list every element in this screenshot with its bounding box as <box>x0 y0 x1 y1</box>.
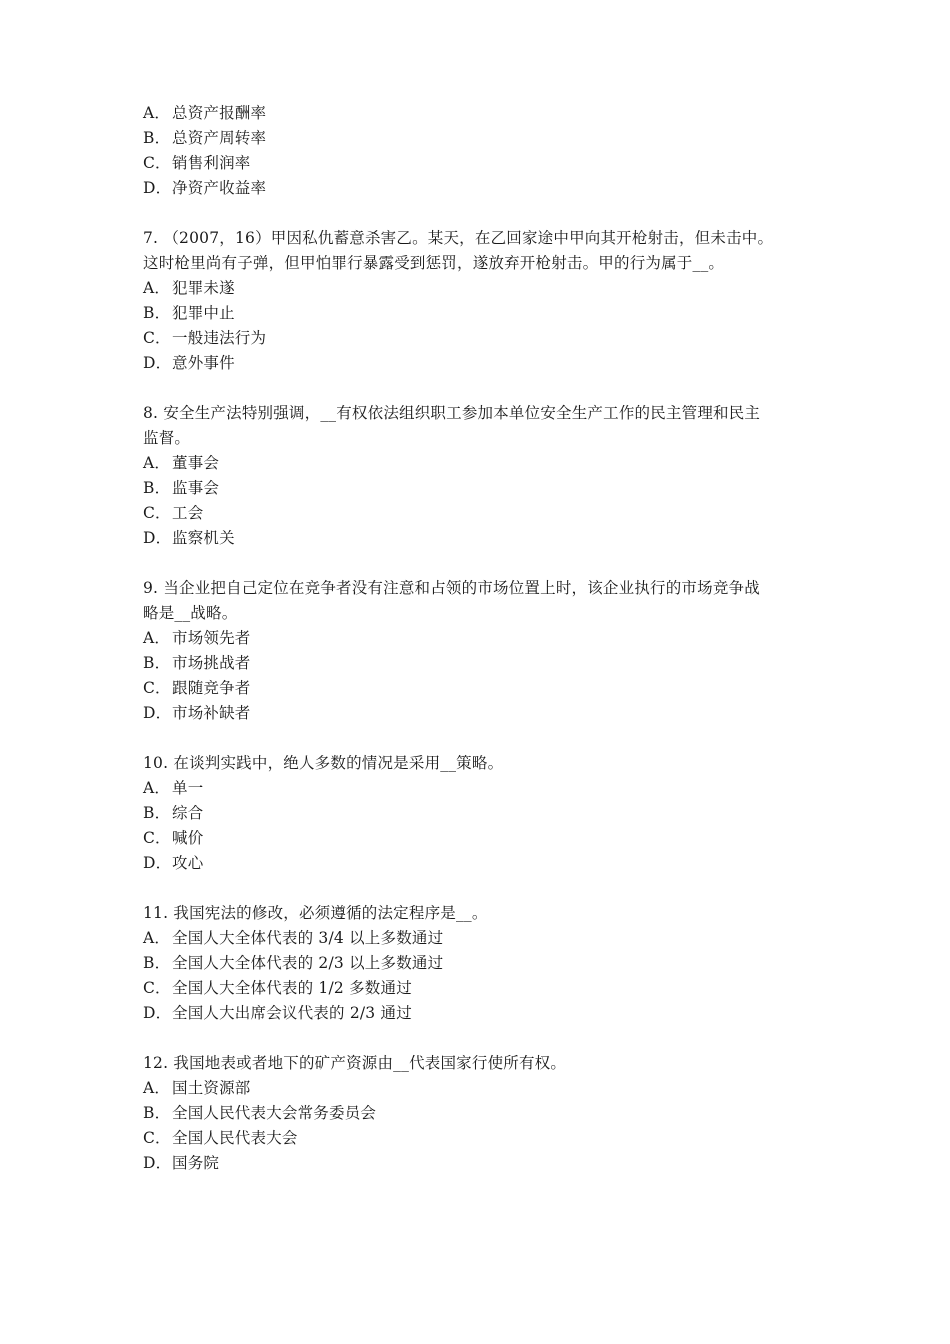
question-stem-continued: 略是__战略。 <box>143 604 238 622</box>
spacer <box>143 726 813 751</box>
option-c: C．全国人大全体代表的 1/2 多数通过 <box>143 979 412 997</box>
option-b: B． 全国人民代表大会常务委员会 <box>143 1104 377 1122</box>
question-stem: 10. 在谈判实践中，绝人多数的情况是采用__策略。 <box>143 754 504 772</box>
question-7-block <box>143 226 813 376</box>
question-stem-continued: 监督。 <box>143 429 191 447</box>
option-d: D．国务院 <box>143 1154 220 1172</box>
option-a: A． 国土资源部 <box>143 1079 251 1097</box>
question-stem: 11. 我国宪法的修改，必须遵循的法定程序是__。 <box>143 904 488 922</box>
question-10-block <box>143 751 813 876</box>
spacer <box>143 876 813 901</box>
option-d: D．监察机关 <box>143 529 235 547</box>
option-b: B． 市场挑战者 <box>143 654 251 672</box>
question-stem: 9. 当企业把自己定位在竞争者没有注意和占领的市场位置上时，该企业执行的市场竞争战 <box>143 579 760 597</box>
option-b: B． 犯罪中止 <box>143 304 235 322</box>
option-a: A． 单一 <box>143 779 204 797</box>
option-d: D．意外事件 <box>143 354 235 372</box>
option-b: B． 总资产周转率 <box>143 129 267 147</box>
spacer <box>143 551 813 576</box>
option-a: A． 总资产报酬率 <box>143 104 267 122</box>
question-12-block <box>143 1051 813 1176</box>
option-a: A． 全国人大全体代表的 3/4 以上多数通过 <box>143 929 444 947</box>
question-stem-continued: 这时枪里尚有子弹，但甲怕罪行暴露受到惩罚，遂放弃开枪射击。甲的行为属于__。 <box>143 254 725 272</box>
question-9-block <box>143 576 813 726</box>
option-c: C．全国人民代表大会 <box>143 1129 298 1147</box>
option-c: C．一般违法行为 <box>143 329 267 347</box>
option-a: A． 市场领先者 <box>143 629 251 647</box>
option-d: D．净资产收益率 <box>143 179 267 197</box>
option-a: A． 董事会 <box>143 454 220 472</box>
option-b: B． 监事会 <box>143 479 220 497</box>
option-c: C．销售利润率 <box>143 154 251 172</box>
option-d: D．全国人大出席会议代表的 2/3 通过 <box>143 1004 412 1022</box>
option-c: C．喊价 <box>143 829 204 847</box>
question-stem: 7. （2007，16）甲因私仇蓄意杀害乙。某天，在乙回家途中甲向其开枪射击，但未击中。 <box>143 229 774 247</box>
option-d: D．攻心 <box>143 854 204 872</box>
question-6-block <box>143 101 813 201</box>
document-page <box>143 101 813 1176</box>
spacer <box>143 376 813 401</box>
question-stem: 12. 我国地表或者地下的矿产资源由__代表国家行使所有权。 <box>143 1054 567 1072</box>
question-8-block <box>143 401 813 551</box>
spacer <box>143 201 813 226</box>
question-11-block <box>143 901 813 1026</box>
option-d: D．市场补缺者 <box>143 704 251 722</box>
question-stem: 8. 安全生产法特别强调，__有权依法组织职工参加本单位安全生产工作的民主管理和民主 <box>143 404 761 422</box>
option-c: C．工会 <box>143 504 204 522</box>
option-a: A． 犯罪未遂 <box>143 279 235 297</box>
option-b: B． 综合 <box>143 804 204 822</box>
option-b: B． 全国人大全体代表的 2/3 以上多数通过 <box>143 954 444 972</box>
spacer <box>143 1026 813 1051</box>
option-c: C．跟随竞争者 <box>143 679 251 697</box>
